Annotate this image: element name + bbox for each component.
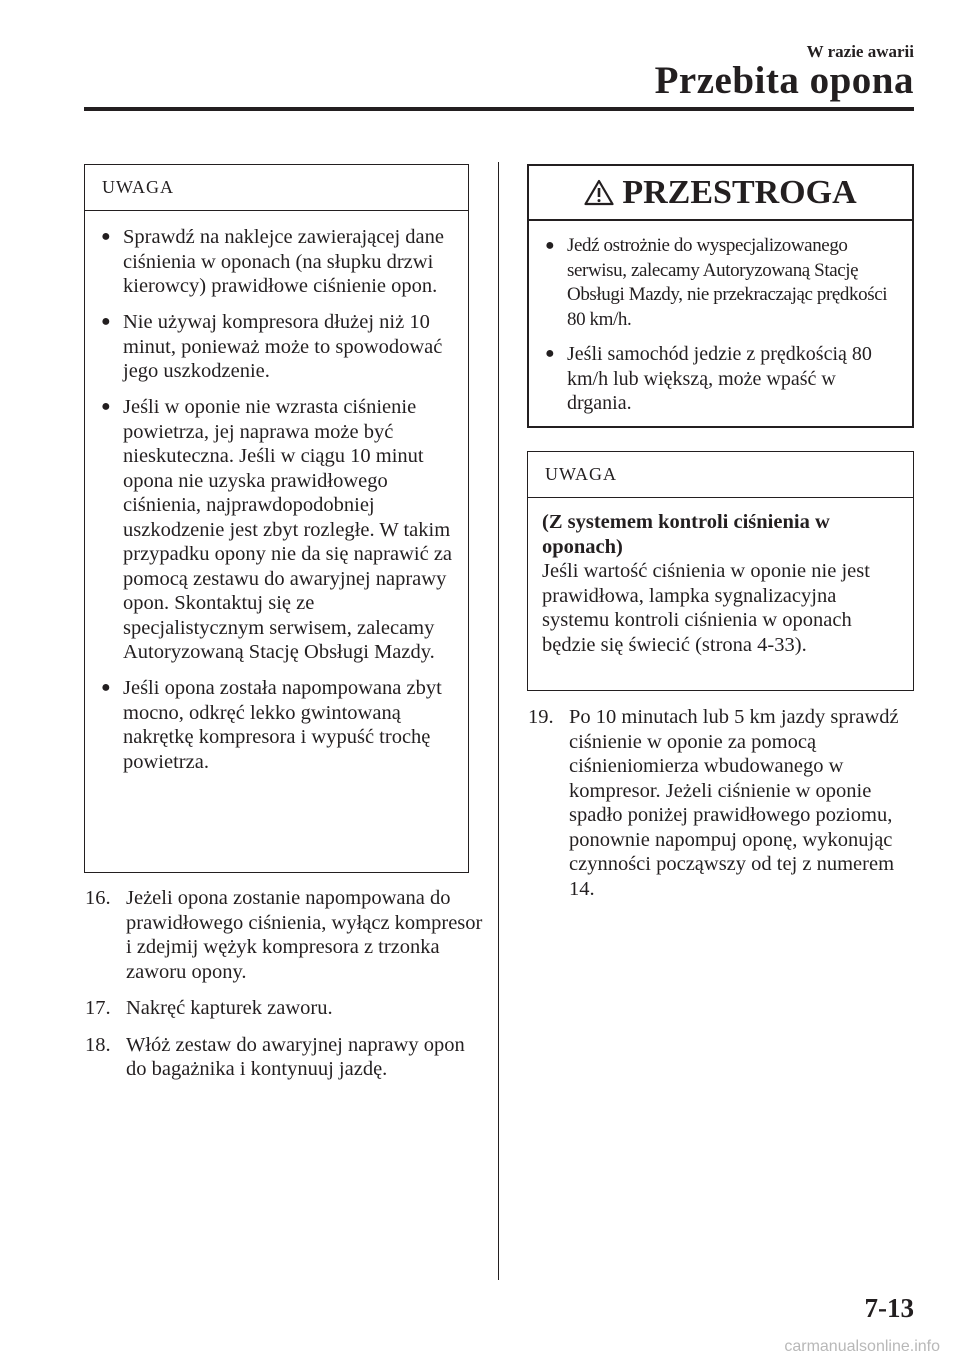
step-item — [85, 886, 485, 984]
note-title: UWAGA — [528, 452, 913, 498]
steps-list-right — [528, 705, 918, 913]
page-title: Przebita opona — [654, 59, 914, 102]
step-item — [528, 705, 918, 901]
bullet-icon: ● — [101, 313, 111, 330]
step-number: 16. — [85, 887, 111, 909]
warning-bullet-list — [529, 221, 912, 416]
note-body — [528, 498, 913, 657]
warning-bullet-item — [543, 234, 904, 332]
step-text: Po 10 minutach lub 5 km jazdy sprawdź ciśnienie w oponie za pomocą ciśnieniomierza wbudowanego w kompresor. Jeżeli ciśnienie w oponie spadło poniżej prawidłowego poziomu, ponownie napompuj oponę, wykonując czynności począwszy od tej z numerem 14. — [569, 706, 899, 900]
note-bullet-text: Jeśli w oponie nie wzrasta ciśnienie powietrza, jej naprawa może być nieskuteczna. Jeśli w ciągu 10 minut opona nie uzyska prawidłowego ciśnienia, najprawdopodobniej uszkodzenie jest zbyt rozległe. W takim przypadku opony nie da się naprawić za pomocą zestawu do awaryjnej naprawy opon. Skontaktuj się ze specjalistycznym serwisem, zalecamy Autoryzowaną Stację Obsługi Mazdy. — [123, 396, 453, 663]
note-bullet-item — [99, 676, 458, 774]
warning-box — [527, 164, 914, 428]
column-divider — [498, 162, 499, 1280]
step-item — [85, 996, 485, 1021]
note-bullet-text: Nie używaj kompresora dłużej niż 10 minut, ponieważ może to spowodować jego uszkodzenie. — [123, 311, 443, 382]
warning-title: PRZESTROGA — [622, 173, 857, 211]
watermark: carmanualsonline.info — [784, 1338, 940, 1355]
section-label: W razie awarii — [806, 42, 914, 61]
page-number: 7-13 — [864, 1293, 914, 1323]
bullet-icon: ● — [101, 398, 111, 415]
bullet-icon: ● — [545, 237, 555, 254]
warning-bullet-text: Jedź ostrożnie do wyspecjalizowanego serwisu, zalecamy Autoryzowaną Stację Obsługi Mazdy, nie przekraczając prędkości 80 km/h. — [567, 235, 888, 330]
bullet-icon: ● — [545, 345, 555, 362]
warning-bullet-text: Jeśli samochód jedzie z prędkością 80 km/h lub większą, może wpaść w drgania. — [567, 343, 872, 414]
note-box-right — [527, 451, 914, 691]
note-bullet-list — [85, 211, 468, 774]
steps-list-left — [85, 886, 485, 1094]
warning-bullet-item — [543, 342, 904, 416]
note-bullet-item — [99, 395, 458, 665]
note-subtitle: (Z systemem kontroli ciśnienia w oponach) — [542, 511, 830, 558]
note-bullet-text: Jeśli opona została napompowana zbyt mocno, odkręć lekko gwintowaną nakrętkę kompresora i wypuść trochę powietrza. — [123, 677, 442, 773]
note-bullet-text: Sprawdź na naklejce zawierającej dane ciśnienia w oponach (na słupku drzwi kierowcy) prawidłowe ciśnienie opon. — [123, 226, 444, 297]
step-text: Nakręć kapturek zaworu. — [126, 997, 333, 1019]
bullet-icon: ● — [101, 679, 111, 696]
note-bullet-item — [99, 225, 458, 299]
note-title: UWAGA — [85, 165, 468, 211]
step-number: 19. — [528, 706, 554, 728]
step-item — [85, 1033, 485, 1082]
header-rule — [84, 107, 914, 111]
step-text: Włóż zestaw do awaryjnej naprawy opon do bagażnika i kontynuuj jazdę. — [126, 1033, 465, 1080]
step-text: Jeżeli opona zostanie napompowana do prawidłowego ciśnienia, wyłącz kompresor i zdejmij wężyk kompresora z trzonka zaworu opony. — [126, 887, 483, 983]
note-bullet-item — [99, 310, 458, 384]
step-number: 17. — [85, 997, 111, 1019]
note-box-left — [84, 164, 469, 873]
warning-triangle-icon — [584, 179, 614, 206]
step-number: 18. — [85, 1033, 111, 1056]
note-text: Jeśli wartość ciśnienia w oponie nie jest prawidłowa, lampka sygnalizacyjna systemu kontroli ciśnienia w oponach będzie się świecić (strona 4-33). — [542, 560, 870, 656]
warning-header — [529, 166, 912, 221]
bullet-icon: ● — [101, 228, 111, 245]
